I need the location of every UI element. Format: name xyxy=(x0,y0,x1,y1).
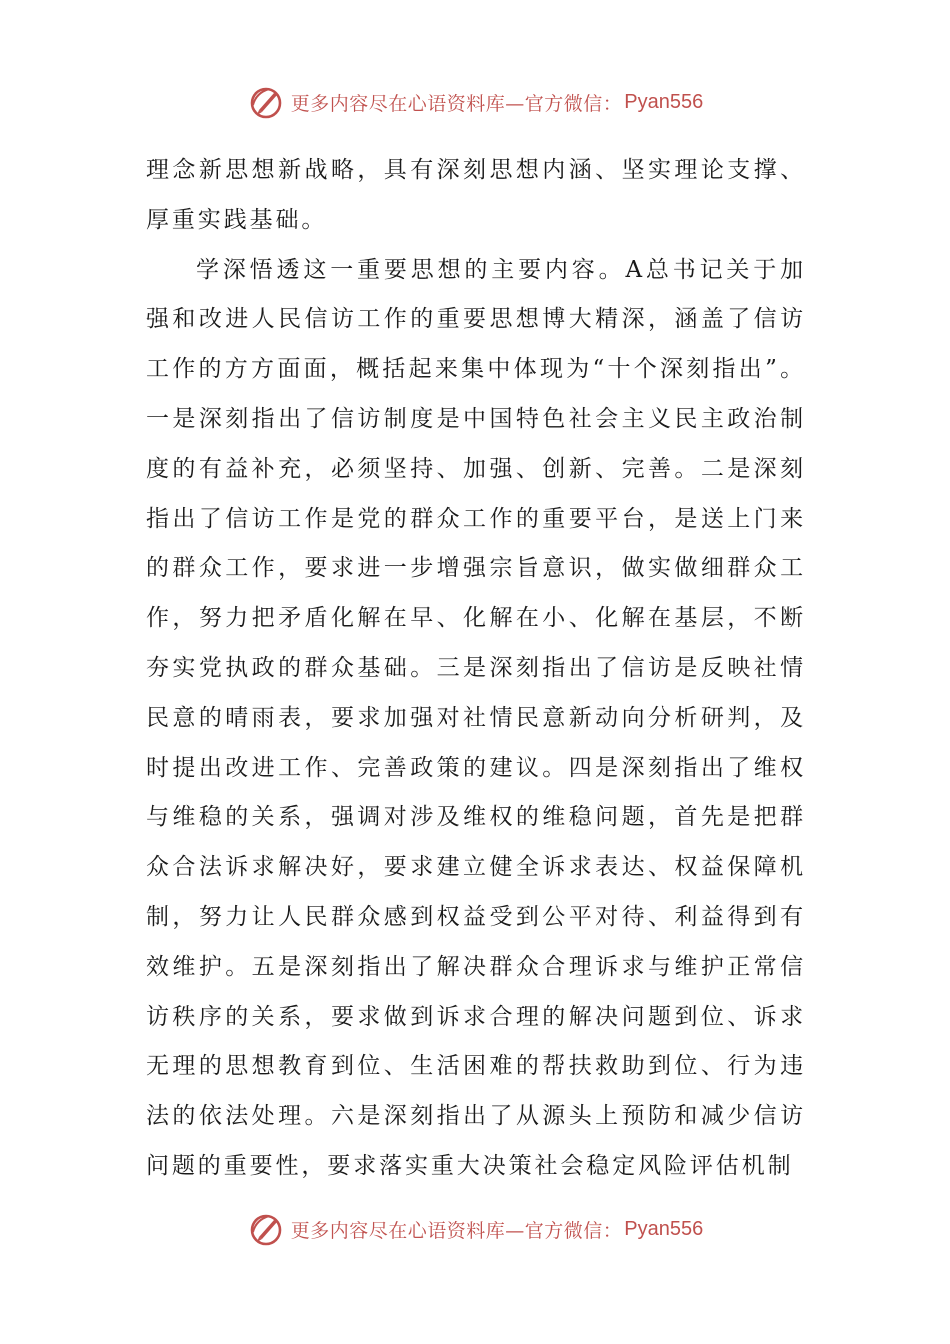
header-banner-wechat-id: Pyan556 xyxy=(624,90,704,113)
pen-logo-icon xyxy=(247,83,285,121)
body-paragraph-1: 理念新思想新战略，具有深刻思想内涵、坚实理论支撑、厚重实践基础。 xyxy=(146,157,806,233)
body-paragraph-2: 学深悟透这一重要思想的主要内容。A总书记关于加强和改进人民信访工作的重要思想博大精深，涵盖了信访工作的方方面面，概括起来集中体现为“十个深刻指出”。一是深刻指出了信访制度是中国特色社会主义民主政治制度的有益补充，必须坚持、加强、创新、完善。二是深刻指出了信访工作是党的群众工作的重要平台，是送上门来的群众工作，要求进一步增强宗旨意识，做实做细群众工作，努力把矛盾化解在早、化解在小、化解在基层，不断夯实党执政的群众基础。三是深刻指出了信访是反映社情民意的晴雨表，要求加强对社情民意新动向分析研判，及时提出改进工作、完善政策的建议。四是深刻指出了维权与维稳的关系，强调对涉及维权的维稳问题，首先是把群众合法诉求解决好，要求建立健全诉求表达、权益保障机制，努力让人民群众感到权益受到公平对待、利益得到有效维护。五是深刻指出了解决群众合理诉求与维护正常信访秩序的关系，要求做到诉求合理的解决问题到位、诉求无理的思想教育到位、生活困难的帮扶救助到位、行为违法的依法处理。六是深刻指出了从源头上预防和减少信访问题的重要性，要求落实重大决策社会稳定风险评估机制 xyxy=(146,256,806,1179)
header-banner-text: 更多内容尽在心语资料库—官方微信： xyxy=(290,92,623,115)
footer-watermark-banner xyxy=(0,1207,950,1251)
document-body xyxy=(146,146,806,1192)
pen-logo-icon xyxy=(247,1210,285,1248)
footer-banner-text: 更多内容尽在心语资料库—官方微信： xyxy=(290,1219,623,1242)
header-watermark-banner xyxy=(0,80,950,124)
footer-banner-wechat-id: Pyan556 xyxy=(624,1217,704,1240)
